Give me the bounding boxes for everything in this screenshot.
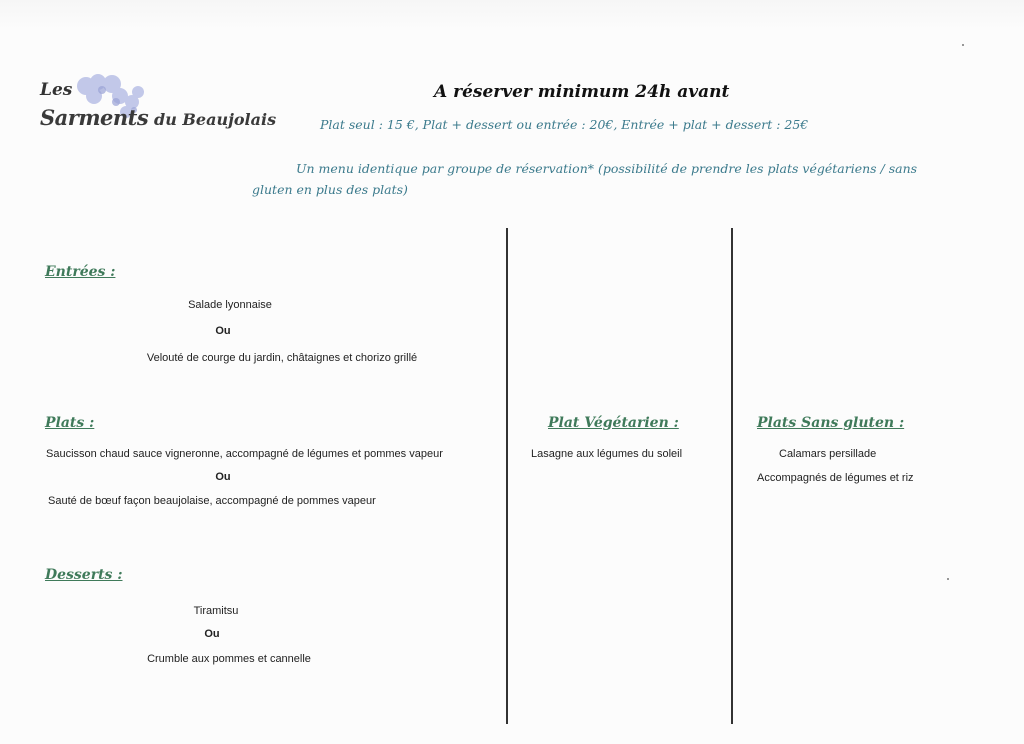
entree-or: Ou bbox=[215, 325, 231, 337]
entrees-heading: Entrées : bbox=[45, 264, 116, 280]
gluten-free-item-2: Accompagnés de légumes et riz bbox=[757, 472, 914, 484]
reservation-title: A réserver minimum 24h avant bbox=[434, 82, 730, 102]
column-divider-1 bbox=[506, 228, 508, 724]
entree-item-2: Velouté de courge du jardin, châtaignes et chorizo grillé bbox=[146, 352, 418, 364]
dessert-item-2: Crumble aux pommes et cannelle bbox=[147, 653, 311, 665]
plats-heading: Plats : bbox=[45, 415, 95, 431]
gluten-free-heading: Plats Sans gluten : bbox=[757, 415, 905, 431]
paper-speck bbox=[947, 578, 949, 580]
dessert-item-1: Tiramitsu bbox=[193, 605, 239, 617]
dessert-or: Ou bbox=[204, 628, 220, 640]
restaurant-logo bbox=[38, 72, 298, 142]
group-menu-note: Un menu identique par groupe de réservation* (possibilité de prendre les plats végétariens / sans gluten en plus des plats) bbox=[252, 161, 918, 197]
plat-or: Ou bbox=[215, 471, 231, 483]
paper-speck bbox=[962, 44, 964, 46]
entree-item-1: Salade lyonnaise bbox=[188, 299, 272, 311]
vegetarian-heading: Plat Végétarien : bbox=[548, 415, 679, 431]
logo-sarments: Sarments bbox=[40, 105, 149, 130]
desserts-heading: Desserts : bbox=[45, 567, 123, 583]
vegetarian-item-1: Lasagne aux légumes du soleil bbox=[531, 448, 683, 460]
plat-item-2: Sauté de bœuf façon beaujolaise, accompagné de pommes vapeur bbox=[48, 495, 376, 507]
column-divider-2 bbox=[731, 228, 733, 724]
plat-item-1: Saucisson chaud sauce vigneronne, accompagné de légumes et pommes vapeur bbox=[46, 448, 443, 460]
logo-les: Les bbox=[40, 80, 73, 100]
price-list: Plat seul : 15 €, Plat + dessert ou entrée : 20€, Entrée + plat + dessert : 25€ bbox=[320, 117, 809, 132]
logo-beaujolais: du Beaujolais bbox=[154, 110, 277, 129]
gluten-free-item-1: Calamars persillade bbox=[779, 448, 877, 460]
